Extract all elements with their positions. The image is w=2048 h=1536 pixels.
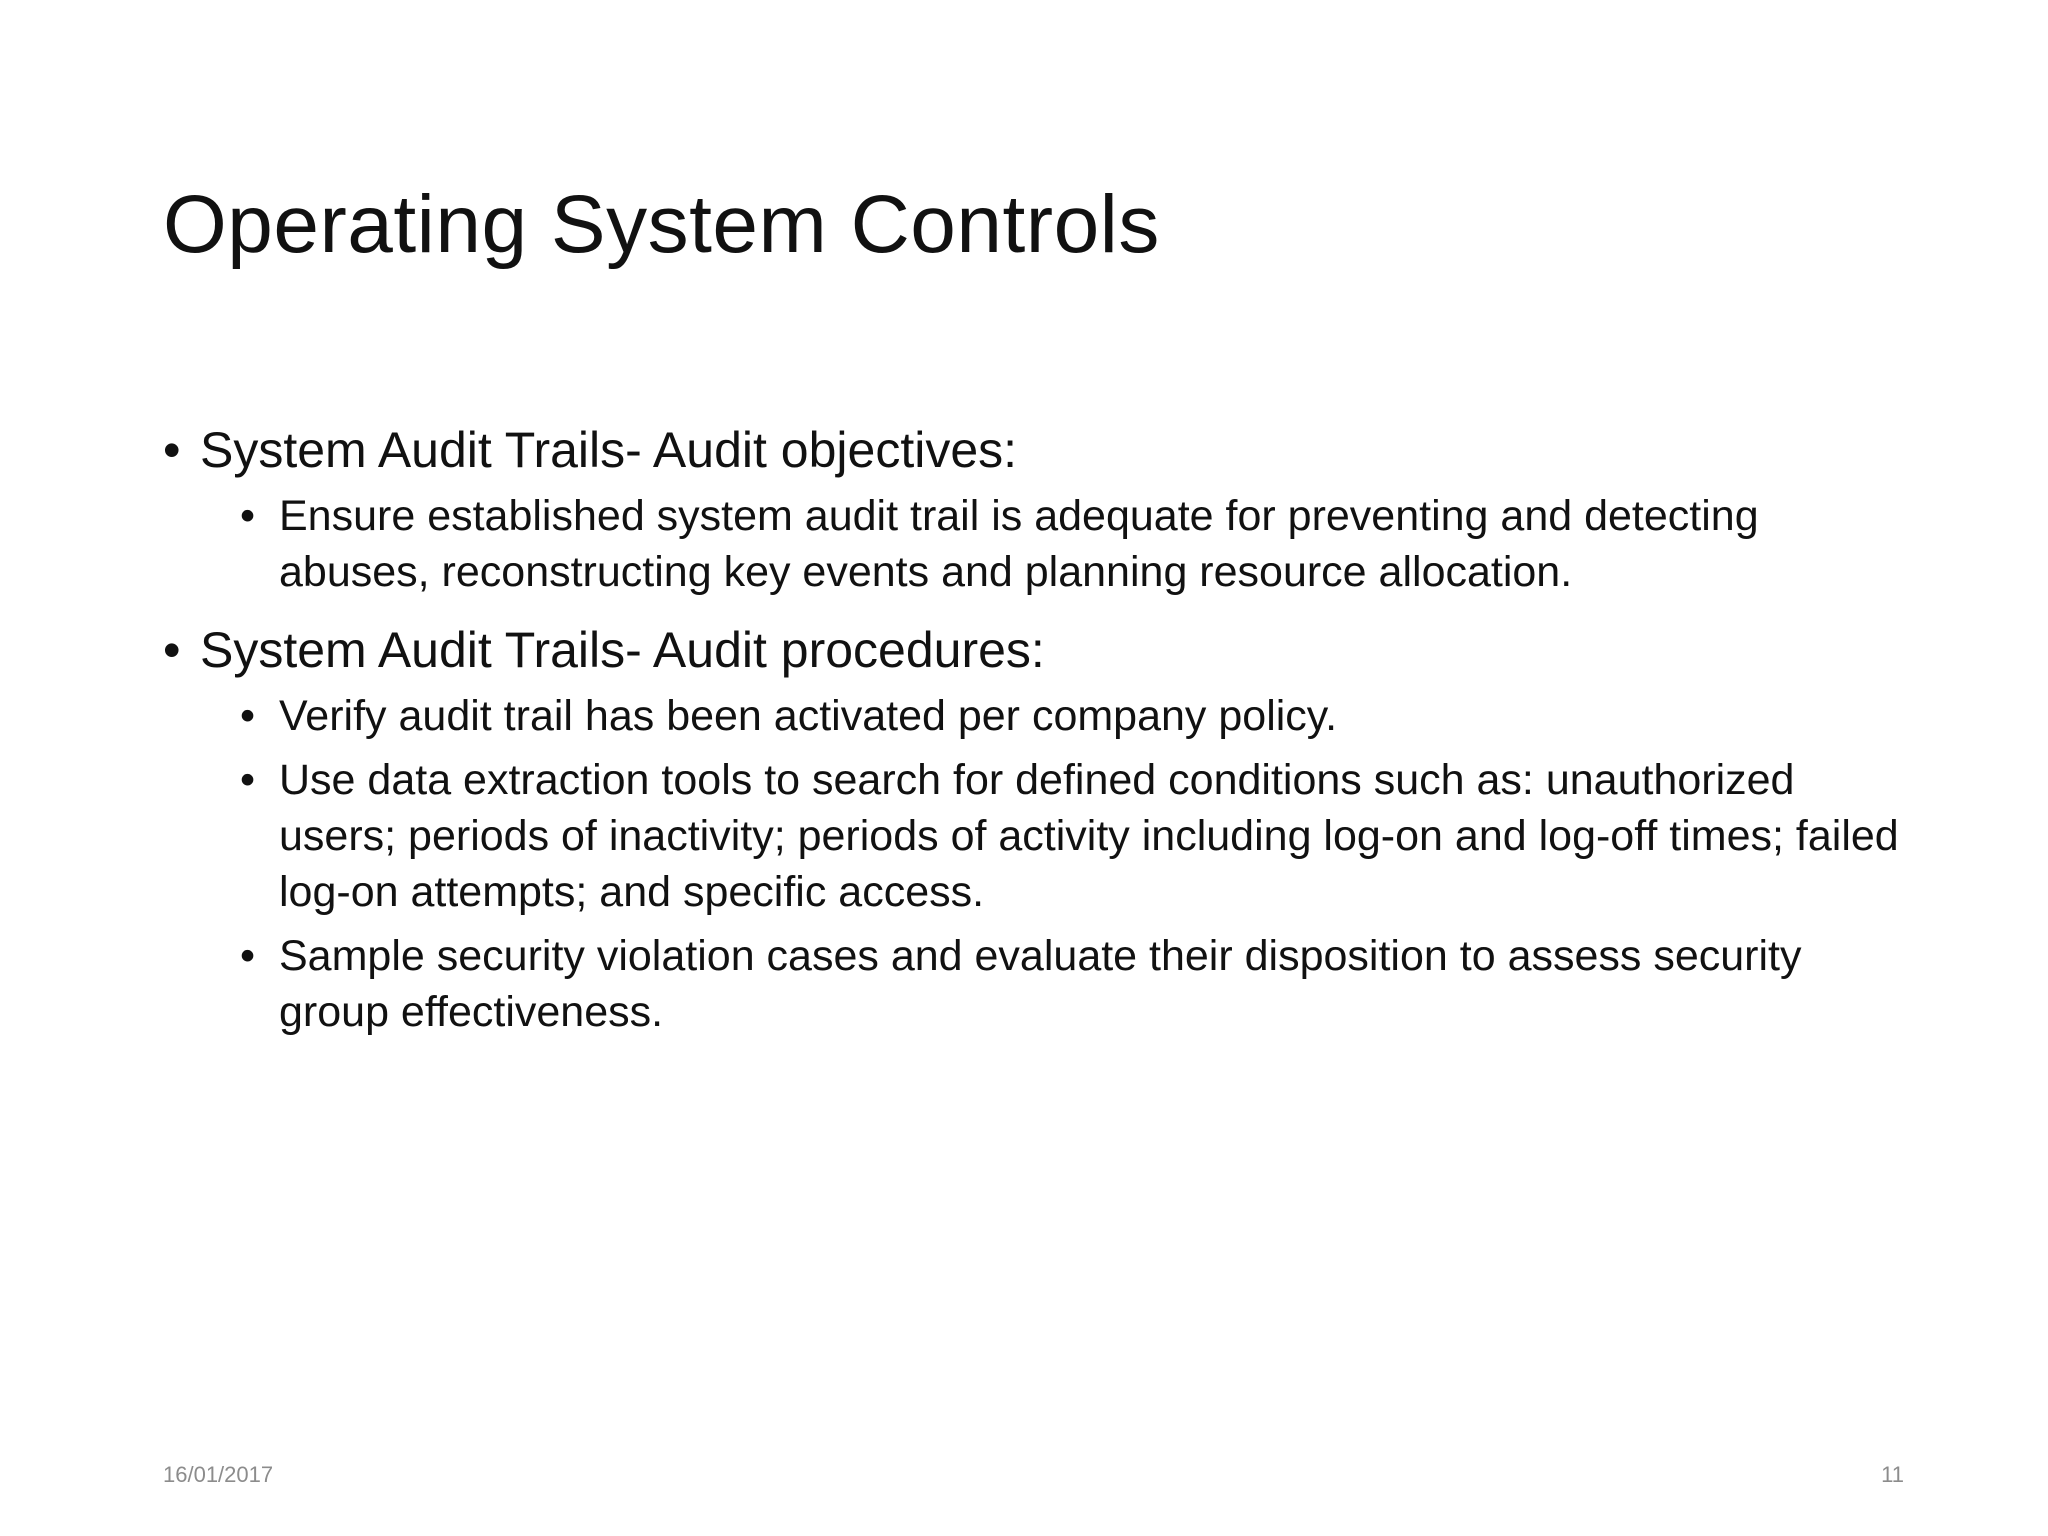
- bullet-level2: [163, 688, 1903, 744]
- page-number: 11: [1881, 1462, 1904, 1487]
- slide-body: [163, 420, 1903, 1040]
- bullet-level2: [163, 928, 1903, 1040]
- sub-list: [163, 488, 1903, 600]
- sub-list: [163, 688, 1903, 1040]
- bullet-icon: •: [240, 756, 256, 804]
- bullet-level2: [163, 488, 1903, 600]
- footer-date: 16/01/2017: [163, 1462, 274, 1487]
- bullet-level1: [163, 620, 1903, 680]
- section-heading: System Audit Trails- Audit objectives:: [200, 422, 1018, 478]
- list-item: Ensure established system audit trail is adequate for preventing and detecting abuses, reconstructing key events and planning resource allocation.: [279, 492, 1759, 596]
- bullet-level1: [163, 420, 1903, 480]
- bullet-icon: •: [240, 932, 256, 980]
- bullet-icon: •: [240, 692, 256, 740]
- list-item: Verify audit trail has been activated per company policy.: [279, 692, 1338, 740]
- section-heading: System Audit Trails- Audit procedures:: [200, 622, 1045, 678]
- bullet-icon: •: [163, 622, 181, 678]
- bullet-icon: •: [163, 422, 181, 478]
- bullet-icon: •: [240, 492, 256, 540]
- slide-title: Operating System Controls: [163, 179, 1160, 270]
- list-item: Sample security violation cases and evaluate their disposition to assess security group effectiveness.: [279, 932, 1802, 1036]
- list-item: Use data extraction tools to search for defined conditions such as: unauthorized users; periods of inactivity; periods of activity including log-on and log-off times; failed log-on attempts; and specific access.: [279, 756, 1899, 916]
- bullet-level2: [163, 752, 1903, 920]
